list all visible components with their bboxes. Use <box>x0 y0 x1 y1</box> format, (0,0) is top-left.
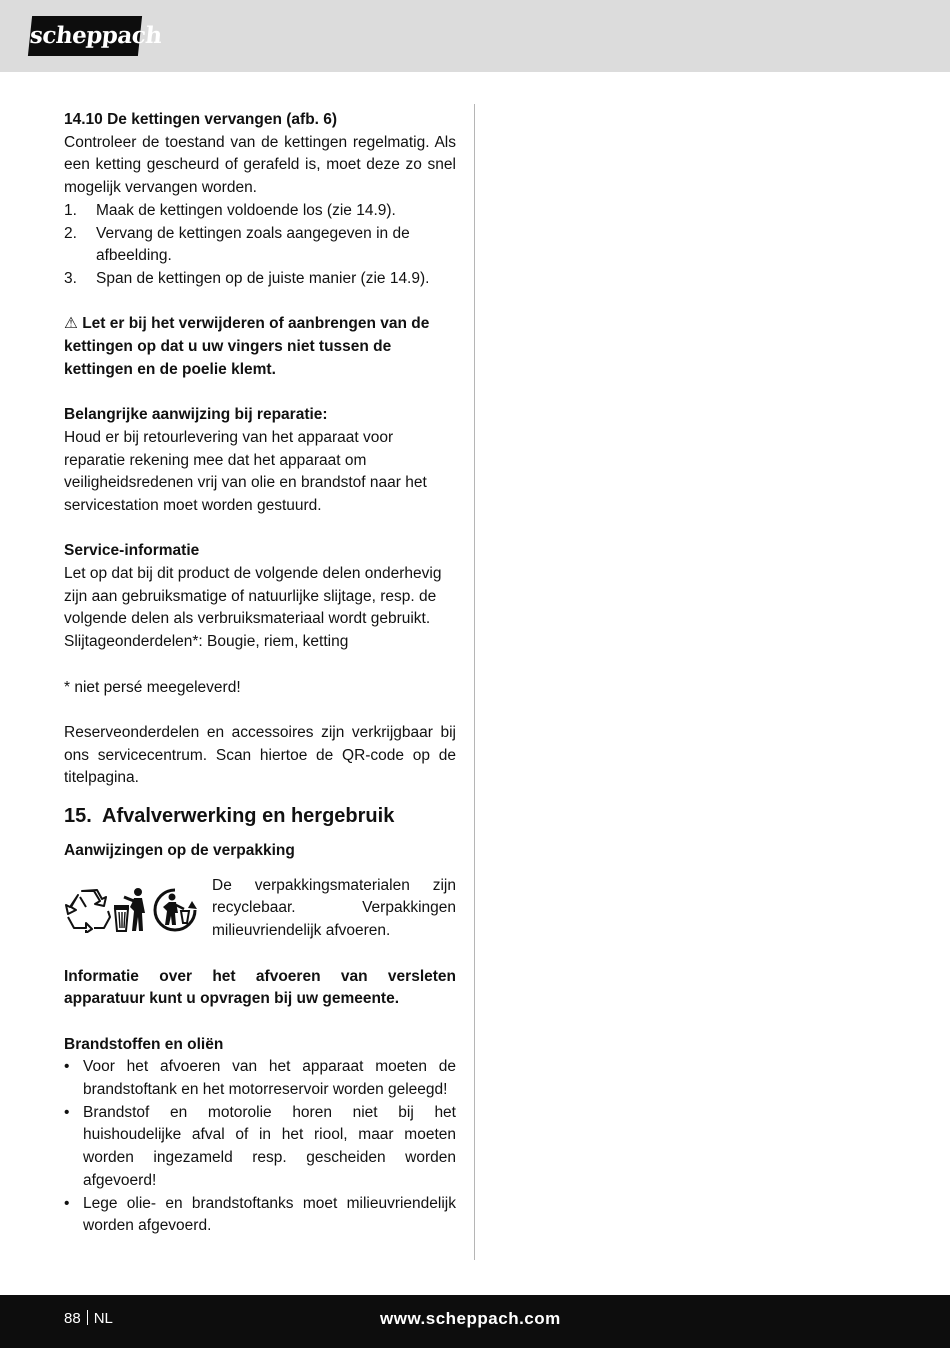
left-column <box>64 109 456 1238</box>
replacement-steps <box>64 200 456 291</box>
step-text: Vervang de kettingen zoals aangegeven in de afbeelding. <box>96 224 410 265</box>
list-item-text: Brandstof en motorolie horen niet bij het huishoudelijke afval of in het riool, maar moeten worden ingezameld resp. gescheiden worden afgevoerd! <box>83 1103 456 1189</box>
repair-note-title: Belangrijke aanwijzing bij reparatie: <box>64 406 328 424</box>
footnote: * niet persé meegeleverd! <box>64 678 241 696</box>
litter-bin-icon <box>112 887 150 933</box>
bullet: • <box>64 1058 70 1076</box>
list-item <box>64 268 456 291</box>
section-15-heading <box>64 802 456 830</box>
fuels-title: Brandstoffen en oliën <box>64 1035 224 1053</box>
wear-parts: Slijtageonderdelen*: Bougie, riem, ketting <box>64 633 349 651</box>
list-item <box>64 1193 456 1238</box>
tidyman-icon <box>150 887 200 933</box>
section-14-10-title: 14.10 De kettingen vervangen (afb. 6) <box>64 111 338 128</box>
page-number: 88 <box>64 1310 81 1327</box>
list-item-text: Voor het afvoeren van het apparaat moeten de brandstoftank en het motorreservoir worden geleegd! <box>83 1058 456 1099</box>
spare-parts-text: Reserveonderdelen en accessoires zijn verkrijgbaar bij ons servicecentrum. Scan hiertoe de QR-code op de titelpagina. <box>64 723 456 787</box>
language-code: NL <box>93 1310 113 1327</box>
section-14-10-intro: Controleer de toestand van de kettingen regelmatig. Als een ketting gescheurd of gerafeld is, moet deze zo snel mogelijk vervangen worden. <box>64 133 456 197</box>
packaging-title: Aanwijzingen op de verpakking <box>64 842 295 860</box>
packaging-icons <box>64 875 212 943</box>
page-footer <box>0 1295 950 1348</box>
disposal-info: Informatie over het afvoeren van versleten apparatuur kunt u opvragen bij uw gemeente. <box>64 967 456 1008</box>
bullet: • <box>64 1194 70 1212</box>
list-item <box>64 200 456 223</box>
step-number: 3. <box>64 269 77 287</box>
section-15-title: Afvalverwerking en hergebruik <box>102 805 395 828</box>
step-text: Span de kettingen op de juiste manier (zie 14.9). <box>96 269 430 287</box>
list-item-text: Lege olie- en brandstoftanks moet milieuvriendelijk worden afgevoerd. <box>83 1194 456 1235</box>
website-link[interactable]: www.scheppach.com <box>380 1309 561 1328</box>
step-number: 2. <box>64 224 77 242</box>
recycling-icon <box>64 887 112 933</box>
packaging-text: De verpakkingsmaterialen zijn recyclebaar. Verpakkingen milieuvriendelijk afvoeren. <box>212 876 456 940</box>
list-item <box>64 1102 456 1193</box>
step-number: 1. <box>64 201 77 219</box>
section-15-number: 15. <box>64 805 92 828</box>
page-indicator <box>64 1295 113 1343</box>
step-text: Maak de kettingen voldoende los (zie 14.9). <box>96 201 396 219</box>
service-info-text: Let op dat bij dit product de volgende delen onderhevig zijn aan gebruiksmatige of natuurlijke slijtage, resp. de volgende delen als verbruiksmateriaal wordt gebruikt. <box>64 565 442 628</box>
packaging-block <box>64 875 456 943</box>
bullet: • <box>64 1103 70 1121</box>
list-item <box>64 223 456 268</box>
page-separator <box>87 1310 88 1325</box>
list-item <box>64 1056 456 1101</box>
scheppach-logo: scheppach <box>28 16 142 56</box>
warning-note: ⚠ Let er bij het verwijderen of aanbrengen van de kettingen op dat u uw vingers niet tussen de kettingen en de poelie klemt. <box>64 315 430 378</box>
repair-note-text: Houd er bij retourlevering van het apparaat voor reparatie rekening mee dat het apparaat om veiligheidsredenen vrij van olie en brandstof naar het servicestation moet worden gestuurd. <box>64 428 427 514</box>
service-info-title: Service-informatie <box>64 542 200 560</box>
column-divider <box>474 104 475 1260</box>
page-header <box>0 0 950 72</box>
fuels-list <box>64 1056 456 1238</box>
